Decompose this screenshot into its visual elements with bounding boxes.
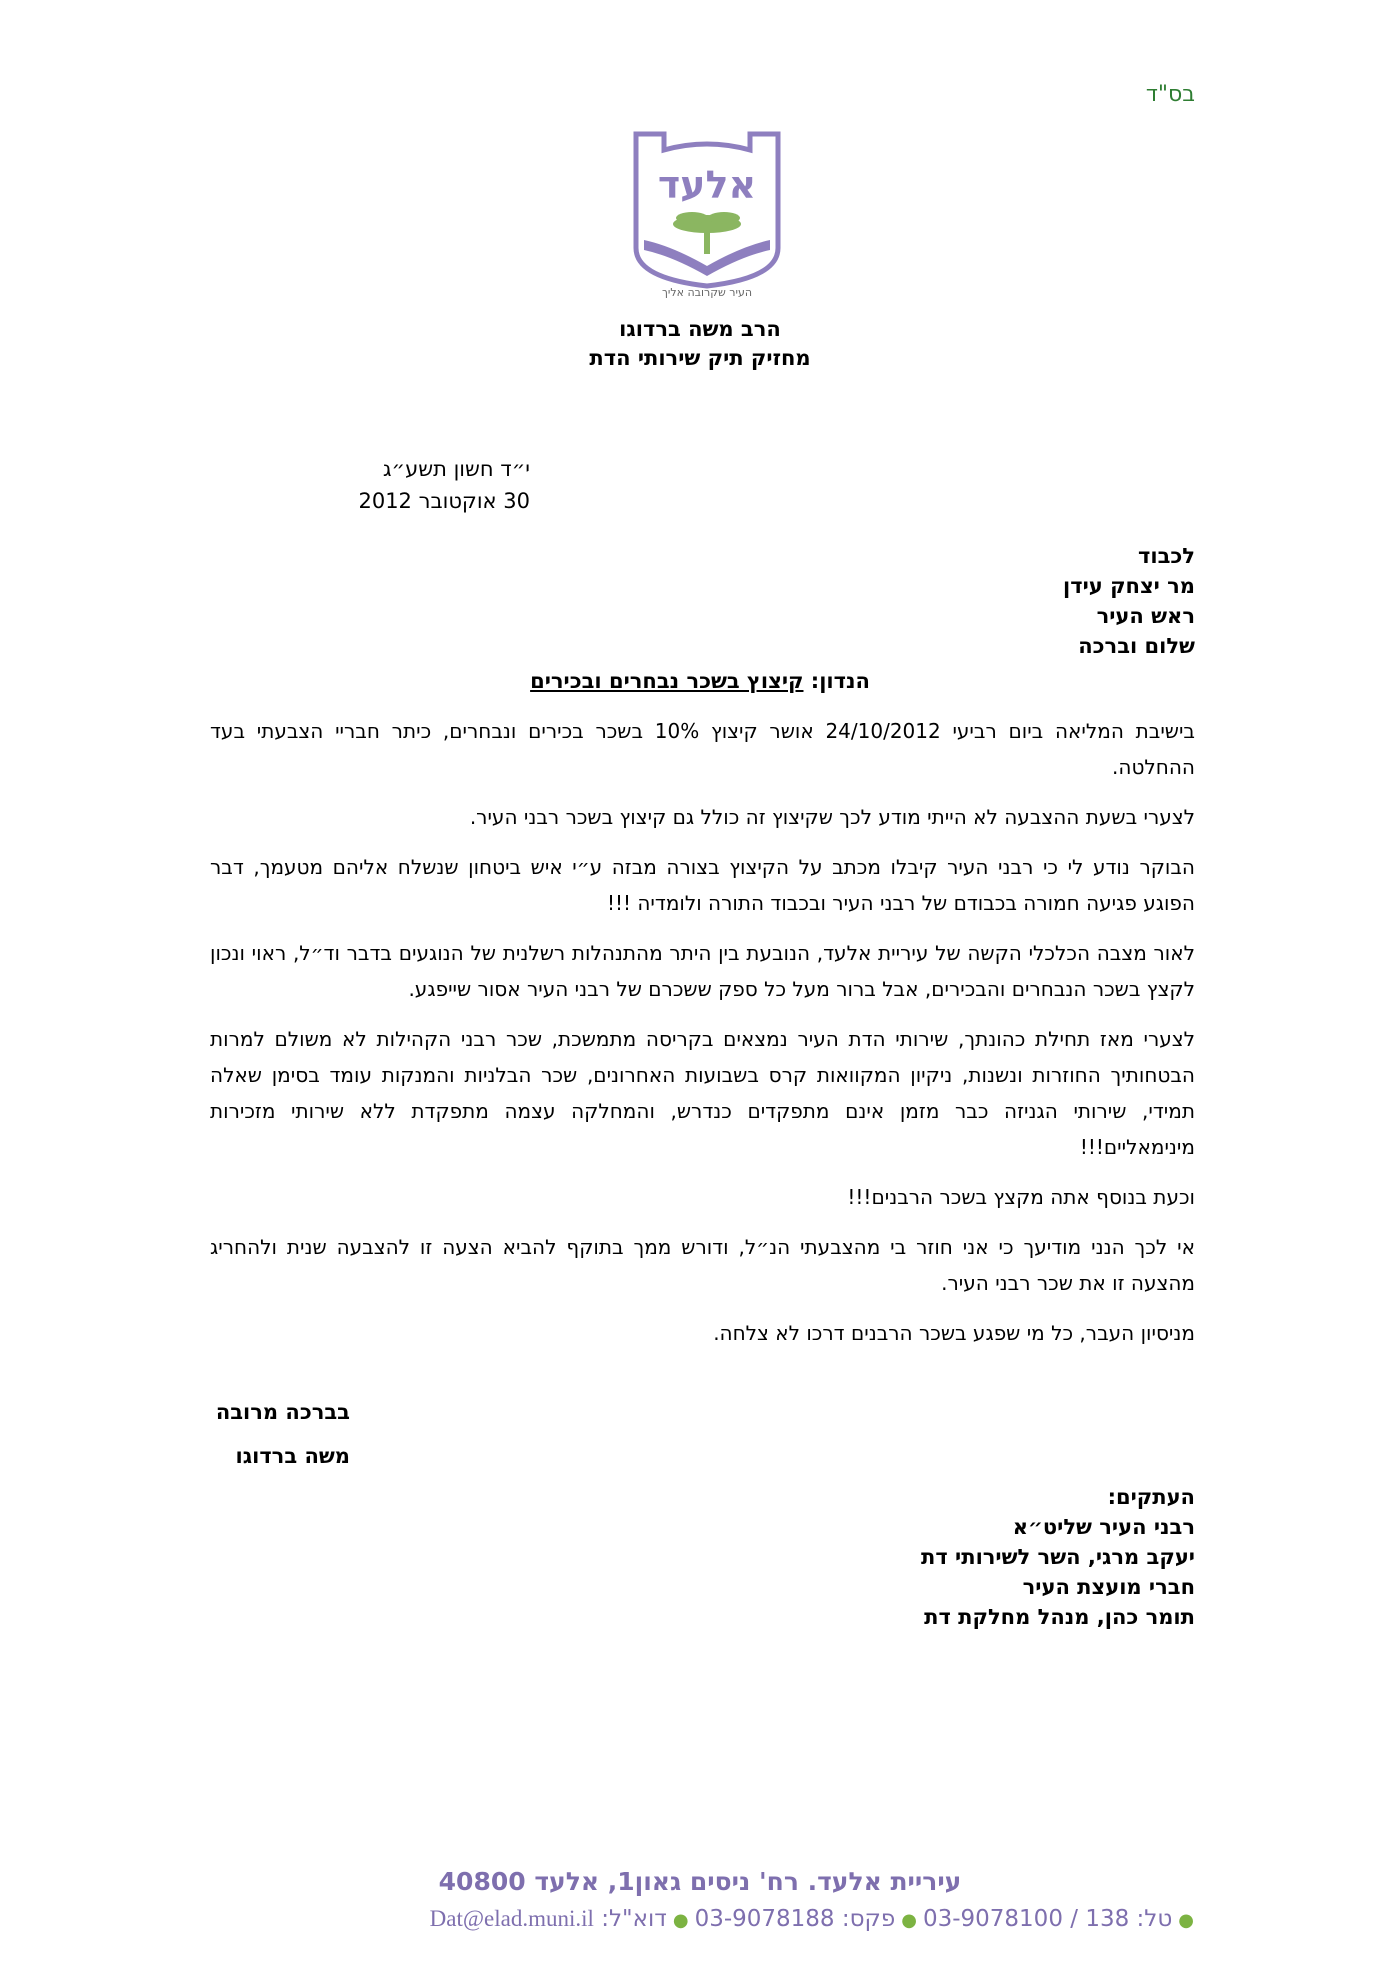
body-paragraph: אי לכך הנני מודיעך כי אני חוזר בי מהצבעתי הנ״ל, ודורש ממך בתוקף להביא הצעה זו להצבעה שנית ולהחריג מהצעה זו את שכר רבני העיר. — [210, 1235, 1195, 1295]
tree-book-icon — [636, 134, 778, 286]
copies-label: העתקים: — [1107, 1485, 1195, 1509]
bullet-icon: ● — [901, 1910, 917, 1931]
body-paragraph: וכעת בנוסף אתה מקצץ בשכר הרבנים!!! — [847, 1185, 1195, 1209]
bsd-header: בס"ד — [1145, 82, 1195, 107]
footer-fax: פקס: 03-9078188 — [694, 1906, 896, 1932]
body-paragraph: מניסיון העבר, כל מי שפגע בשכר הרבנים דרכו לא צלחה. — [713, 1321, 1195, 1345]
copies-line: חברי מועצת העיר — [1022, 1575, 1195, 1599]
bullet-icon: ● — [1178, 1910, 1194, 1931]
gregorian-date: 30 אוקטובר 2012 — [358, 489, 530, 513]
body-paragraph: בישיבת המליאה ביום רביעי 24/10/2012 אושר קיצוץ 10% בשכר בכירים ונבחרים, כיתר חבריי הצבעתי בעד ההחלטה. — [210, 719, 1195, 779]
date-block — [210, 453, 530, 517]
recipient-line: מר יצחק עידן — [1063, 574, 1195, 598]
footer-email[interactable]: Dat@elad.muni.il — [429, 1906, 594, 1931]
footer-email-label: דוא"ל: — [601, 1906, 667, 1932]
subject-label: הנדון: — [810, 669, 870, 693]
copies-line: יעקב מרגי, השר לשירותי דת — [921, 1545, 1195, 1569]
body-paragraph: לצערי מאז תחילת כהונתך, שירותי הדת העיר נמצאים בקריסה מתמשכת, שכר רבני הקהילות לא משולם למרות הבטחותיך החוזרות ונשנות, ניקיון המקוואות קרס בשבועות האחרונים, שכר הבלניות והמנקות עומד בסימן שאלה תמידי, שירותי הגניזה כבר מזמן אינם מתפקדים כנדרש, והמחלקה עצמה מתפקדת ללא שירותי מזכירות מינימאליים!!! — [210, 1027, 1195, 1159]
sender-title: מחזיק תיק שירותי הדת — [589, 346, 811, 370]
recipient-line: ראש העיר — [1096, 604, 1195, 628]
subject-topic: קיצוץ בשכר נבחרים ובכירים — [530, 669, 804, 693]
subject-line — [0, 669, 1400, 693]
copies-line: תומר כהן, מנהל מחלקת דת — [924, 1605, 1195, 1629]
recipient-block — [695, 541, 1195, 661]
recipient-line: לכבוד — [1138, 544, 1195, 568]
logo-name: אלעד — [657, 163, 757, 207]
footer-address: עיריית אלעד. רח' ניסים גאון1, אלעד 40800 — [438, 1867, 962, 1896]
copies-block — [695, 1482, 1195, 1632]
letter-body — [210, 713, 1195, 1365]
closing-block — [50, 1390, 350, 1478]
footer-phone: טל: 138 / 03-9078100 — [922, 1906, 1173, 1932]
body-paragraph: הבוקר נודע לי כי רבני העיר קיבלו מכתב על הקיצוץ בצורה מבזה ע״י איש ביטחון שנשלח אליהם מטעמך, דבר הפוגע פגיעה חמורה בכבודם של רבני העיר ובכבוד התורה ולומדיה !!! — [210, 855, 1195, 915]
closing-greeting: בברכה מרובה — [215, 1400, 350, 1424]
footer-contact — [430, 1906, 1200, 1932]
sender-name: הרב משה ברדוגו — [619, 317, 781, 341]
copies-line: רבני העיר שליט״א — [1012, 1515, 1195, 1539]
elad-logo — [632, 128, 782, 298]
body-paragraph: לאור מצבה הכלכלי הקשה של עיריית אלעד, הנובעת בין היתר מהתנהלות רשלנית של הנוגעים בדבר וד״ל, ראוי ונכון לקצץ בשכר הנבחרים והבכירים, אבל ברור מעל כל ספק ששכרם של רבני העיר אסור שייפגע. — [210, 941, 1195, 1001]
signature: משה ברדוגו — [235, 1444, 350, 1468]
logo-slogan: העיר שקרובה אליך — [661, 286, 753, 298]
hebrew-date: י״ד חשון תשע״ג — [382, 457, 530, 481]
body-paragraph: לצערי בשעת ההצבעה לא הייתי מודע לכך שקיצוץ זה כולל גם קיצוץ בשכר רבני העיר. — [469, 805, 1195, 829]
recipient-line: שלום וברכה — [1078, 634, 1195, 658]
bullet-icon: ● — [672, 1910, 689, 1931]
